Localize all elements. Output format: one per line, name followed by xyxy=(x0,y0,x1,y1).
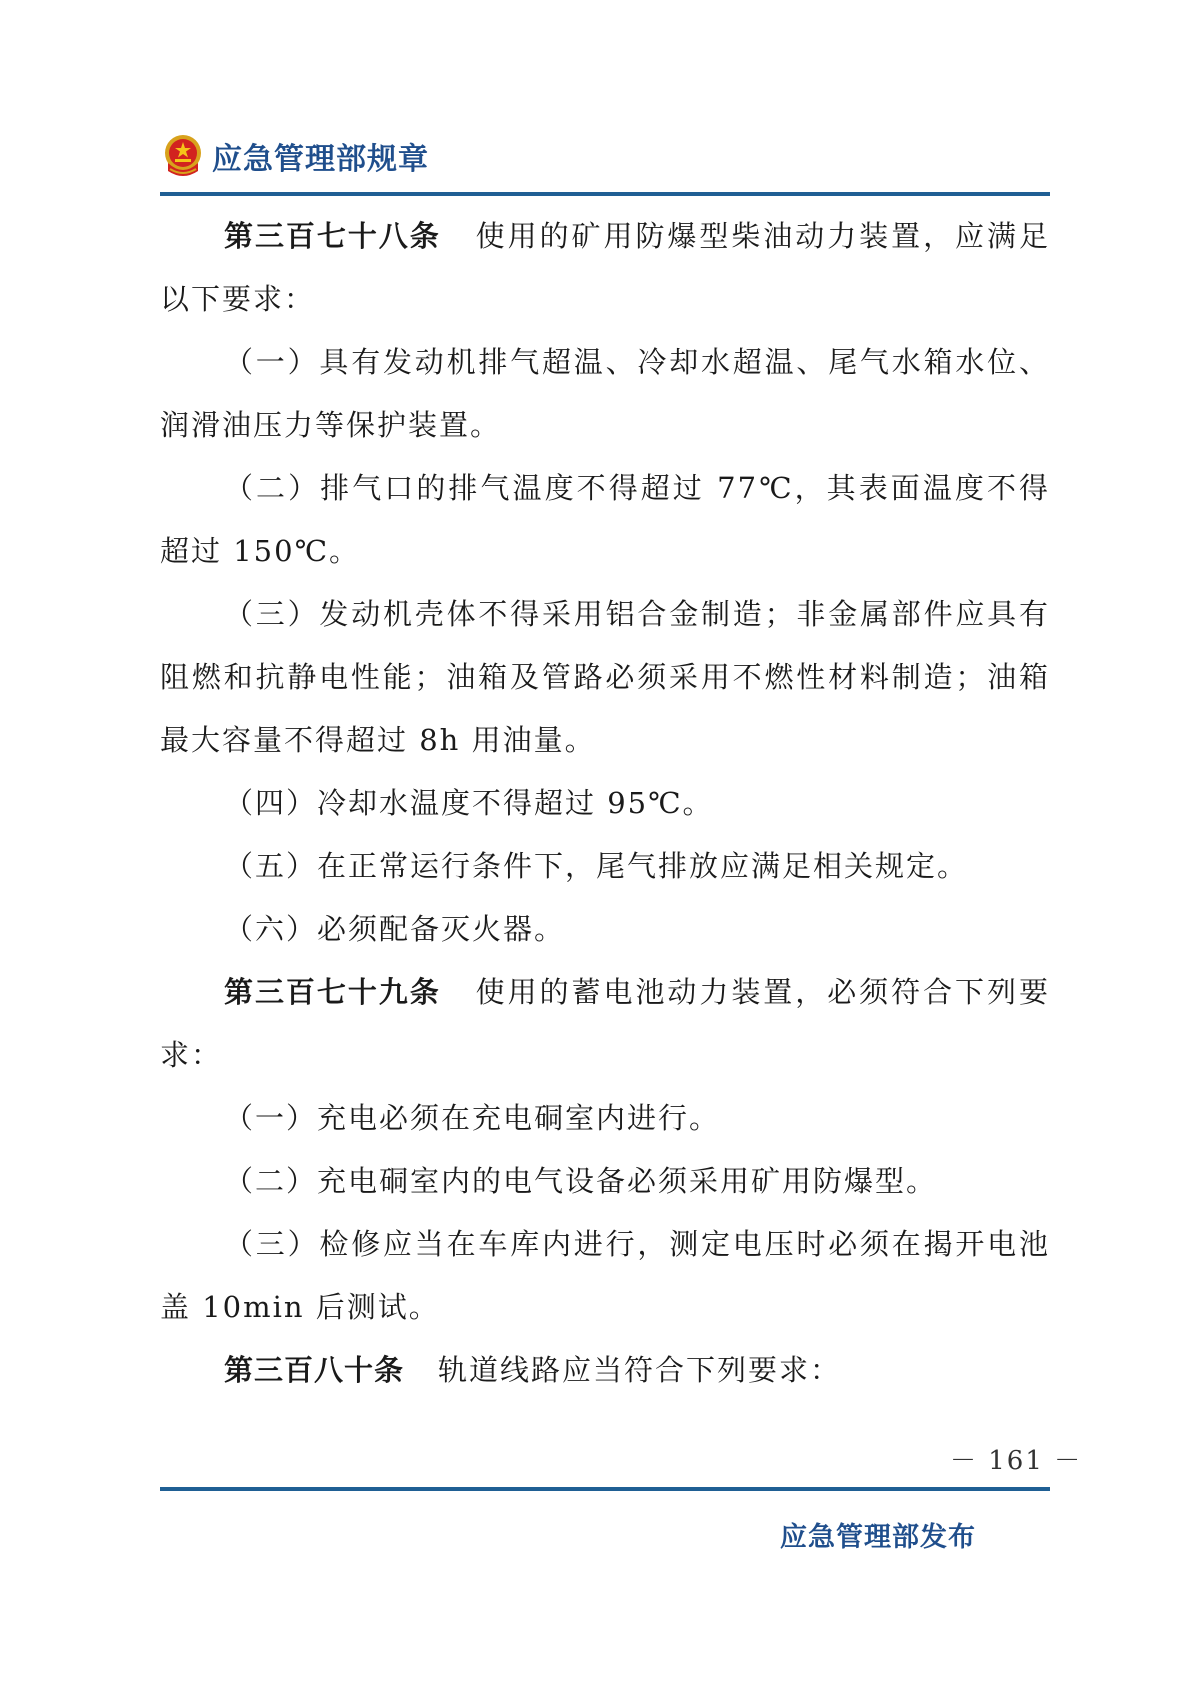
article-intro: 使用的矿用防爆型柴油动力装置，应满足以下要求： xyxy=(160,219,1050,316)
footer-rule xyxy=(160,1487,1050,1491)
article-intro: 轨道线路应当符合下列要求： xyxy=(438,1353,842,1387)
list-item: （四）冷却水温度不得超过 95℃。 xyxy=(224,786,714,820)
page-number: － 161 － xyxy=(950,1446,1083,1476)
article-intro: 使用的蓄电池动力装置，必须符合下列要求： xyxy=(160,975,1050,1072)
list-item: （五）在正常运行条件下，尾气排放应满足相关规定。 xyxy=(224,849,969,883)
footer-publisher: 应急管理部发布 xyxy=(780,1522,976,1553)
national-emblem-icon xyxy=(162,133,204,179)
article-label: 第三百七十八条 xyxy=(224,219,441,253)
list-item: （三）发动机壳体不得采用铝合金制造；非金属部件应具有阻燃和抗静电性能；油箱及管路必须采用不燃性材料制造；油箱最大容量不得超过 8h 用油量。 xyxy=(160,597,1050,757)
header-title: 应急管理部规章 xyxy=(212,142,429,177)
page-header xyxy=(162,127,429,185)
list-item: （一）具有发动机排气超温、冷却水超温、尾气水箱水位、润滑油压力等保护装置。 xyxy=(160,345,1050,442)
article-label: 第三百七十九条 xyxy=(224,975,441,1009)
document-body xyxy=(160,205,1050,1402)
header-rule xyxy=(160,192,1050,196)
article-paragraph xyxy=(160,1339,1050,1402)
list-item: （一）充电必须在充电硐室内进行。 xyxy=(224,1101,721,1135)
list-item: （二）排气口的排气温度不得超过 77℃，其表面温度不得超过 150℃。 xyxy=(160,471,1050,568)
list-item: （二）充电硐室内的电气设备必须采用矿用防爆型。 xyxy=(224,1164,938,1198)
article-paragraph xyxy=(160,961,1050,1087)
list-item: （三）检修应当在车库内进行，测定电压时必须在揭开电池盖 10min 后测试。 xyxy=(160,1227,1050,1324)
article-paragraph xyxy=(160,205,1050,331)
article-label: 第三百八十条 xyxy=(224,1353,405,1387)
list-item: （六）必须配备灭火器。 xyxy=(224,912,566,946)
